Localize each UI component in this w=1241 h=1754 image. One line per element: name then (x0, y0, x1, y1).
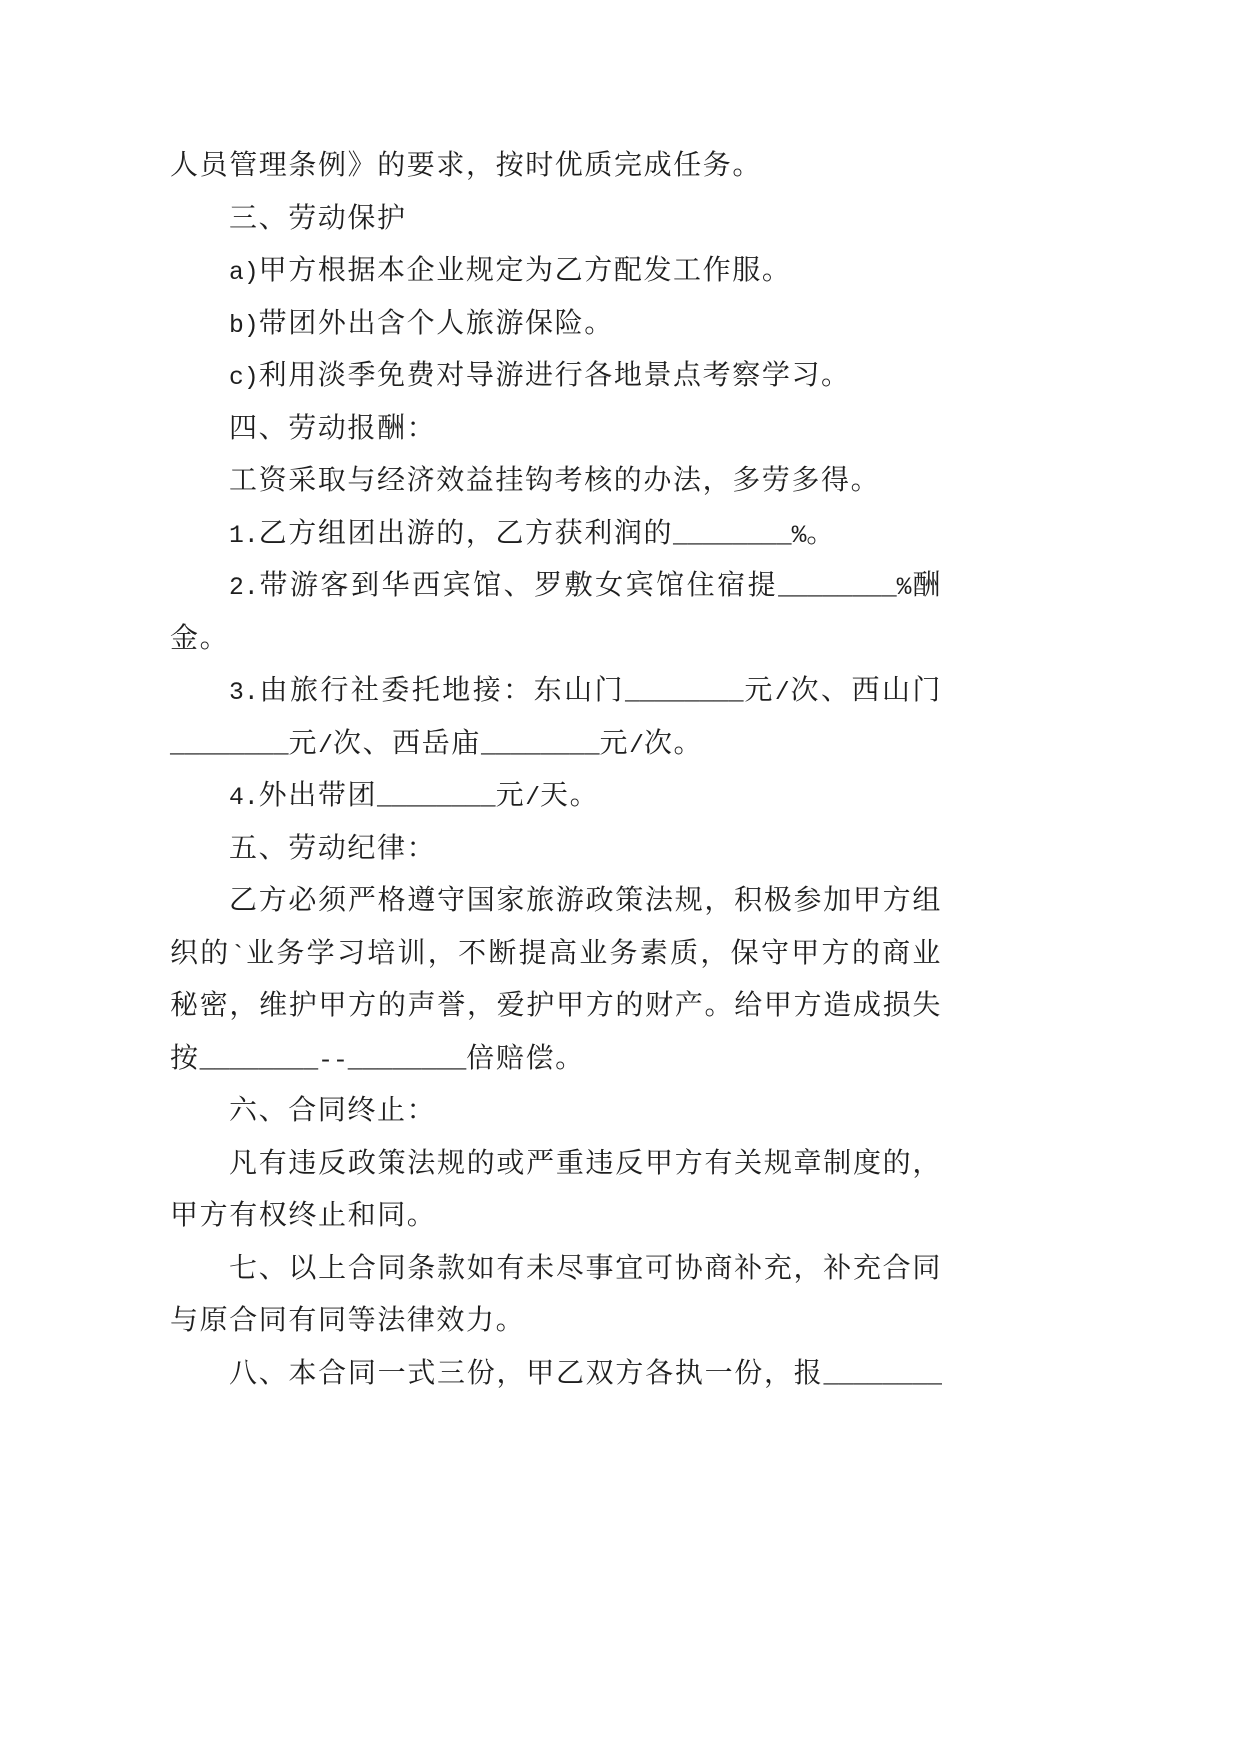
clause-item-3: 3.由旅行社委托地接：东山门________元/次、西山门 (229, 673, 942, 707)
clause-item-4: 4.外出带团________元/天。 (229, 778, 600, 812)
half-width-run: c) (229, 364, 259, 392)
body-text-line: 与原合同有同等法律效力。 (170, 1303, 526, 1336)
document-body (170, 139, 942, 1399)
half-width-run: ________ (170, 731, 289, 760)
clause-item-b: b)带团外出含个人旅游保险。 (229, 305, 614, 340)
body-text-line: 织的`业务学习培训，不断提高业务素质，保守甲方的商业 (170, 935, 942, 970)
half-width-run: 3. (229, 679, 259, 707)
clause-item-a: a)甲方根据本企业规定为乙方配发工作服。 (229, 253, 792, 287)
clause-item-1: 1.乙方组团出游的，乙方获利润的________%。 (229, 515, 836, 550)
body-text-line: ________元/次、西岳庙________元/次。 (170, 725, 704, 760)
half-width-run: ________ (480, 731, 600, 760)
half-width-run: ` (230, 941, 246, 970)
body-text-line: 甲方有权终止和同。 (170, 1198, 437, 1231)
half-width-run: 1. (229, 521, 259, 550)
half-width-run: ________ (377, 784, 496, 812)
half-width-run: / (318, 731, 333, 760)
half-width-run: 2. (229, 574, 259, 602)
section-heading-supplement: 七、以上合同条款如有未尽事宜可协商补充，补充合同 (229, 1250, 942, 1284)
body-text-line: 凡有违反政策法规的或严重违反甲方有关规章制度的， (229, 1145, 942, 1179)
section-heading-termination: 六、合同终止： (229, 1093, 437, 1126)
half-width-run: / (525, 784, 541, 812)
section-heading-copies: 八、本合同一式三份，甲乙双方各执一份，报________ (229, 1355, 942, 1390)
body-text-line: 人员管理条例》的要求，按时优质完成任务。 (170, 148, 763, 181)
clause-item-2: 2.带游客到华西宾馆、罗敷女宾馆住宿提________%酬 (229, 568, 942, 602)
body-text-line: 秘密，维护甲方的声誉，爱护甲方的财产。给甲方造成损失 (170, 988, 942, 1021)
half-width-run: 4. (229, 784, 259, 812)
section-heading-labor-protection: 三、劳动保护 (229, 200, 407, 234)
half-width-run: ________% (778, 574, 912, 602)
section-heading-discipline: 五、劳动纪律： (229, 830, 437, 864)
half-width-run: ________--________ (199, 1046, 467, 1075)
body-text-line: 乙方必须严格遵守国家旅游政策法规，积极参加甲方组 (229, 883, 942, 916)
half-width-run: ________ (625, 679, 744, 707)
clause-item-c: c)利用淡季免费对导游进行各地景点考察学习。 (229, 358, 851, 392)
half-width-run: ________ (823, 1361, 942, 1390)
section-heading-remuneration: 四、劳动报酬： (229, 410, 437, 444)
half-width-run: / (774, 679, 790, 707)
half-width-run: a) (229, 259, 259, 287)
body-text-line: 按________--________倍赔偿。 (170, 1040, 585, 1075)
body-text-line: 工资采取与经济效益挂钩考核的办法，多劳多得。 (229, 463, 881, 496)
half-width-run: b) (229, 311, 259, 340)
half-width-run: / (629, 731, 644, 760)
body-text-line: 金。 (170, 620, 230, 654)
half-width-run: ________% (673, 521, 807, 550)
